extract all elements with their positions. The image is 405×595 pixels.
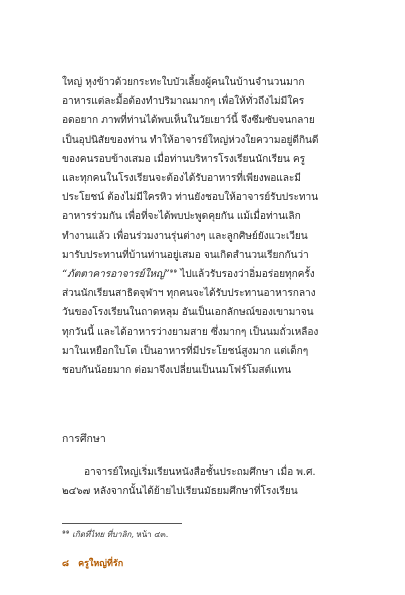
paragraph-main <box>62 73 352 380</box>
text-line: ของคนรอบข้างเสมอ เมื่อท่านบริหารโรงเรียนนักเรียน ครู <box>62 153 305 165</box>
text-line: มารับประทานที่บ้านท่านอยู่เสมอ จนเกิดสำนวนเรียกกันว่า <box>62 249 309 261</box>
quote-rest: ไปแล้วรับรองว่าอิ่มอร่อยทุกครั้ง <box>177 269 315 281</box>
footnote-source: เกิดที่ไทย ที่บาลิก, <box>72 530 134 539</box>
text-line: เป็นอุปนิสัยของท่าน ทำให้อาจารย์ใหญ่ห่วงใยความอยู่ดีกินดี <box>62 134 319 146</box>
paragraph-education <box>62 463 352 501</box>
footnote-page: หน้า ๔๓. <box>133 530 169 539</box>
footnote <box>62 529 168 541</box>
text-line: ใหญ่ หุงข้าวด้วยกระทะใบบัวเลี้ยงผู้คนในบ้านจำนวนมาก <box>62 77 305 88</box>
page-footer <box>62 556 129 570</box>
text-line: ชอบกันน้อยมาก ต่อมาจึงเปลี่ยนเป็นนมโฟร์โมสต์แทน <box>62 365 291 377</box>
book-title: ครูใหญ่ที่รัก <box>78 559 124 569</box>
text-line: ๒๔๖๗ หลังจากนั้นได้ย้ายไปเรียนมัธยมศึกษาที่โรงเรียน <box>62 486 298 498</box>
footnote-divider <box>62 523 182 524</box>
section-heading: การศึกษา <box>62 433 106 445</box>
page-number: ๘ <box>62 559 69 569</box>
text-line: อาหารร่วมกัน เพื่อที่จะได้พบปะพูดคุยกัน แม้เมื่อท่านเลิก <box>62 211 301 223</box>
text-line: และทุกคนในโรงเรียนจะต้องได้รับอาหารที่เพียงพอและมี <box>62 173 301 185</box>
quote-italic: “ภัตตาคารอาจารย์ใหญ่” <box>62 269 170 281</box>
text-line: ส่วนนักเรียนสาธิตจุฬาฯ ทุกคนจะได้รับประทานอาหารกลาง <box>62 288 316 300</box>
footnote-mark: ๑๑ <box>62 528 70 536</box>
text-line: ประโยชน์ ต้องไม่มีใครหิว ท่านยังชอบให้อาจารย์รับประทาน <box>62 192 319 204</box>
text-line: อดอยาก ภาพที่ท่านได้พบเห็นในวัยเยาว์นี้ จึงซึมซับจนกลาย <box>62 115 315 127</box>
text-line: วันของโรงเรียนในถาดหลุม อันเป็นเอกลักษณ์ของเขามาจน <box>62 307 314 319</box>
quote-line <box>62 265 352 284</box>
text-line: อาจารย์ใหญ่เริ่มเรียนหนังสือชั้นประถมศึกษา เมื่อ พ.ศ. <box>84 467 316 478</box>
text-line: มาในเหยือกใบโต เป็นอาหารที่มีประโยชน์สูงมาก แต่เด็กๆ <box>62 345 309 357</box>
text-line: อาหารแต่ละมื้อต้องทำปริมาณมากๆ เพื่อให้ทั่วถึงไม่มีใคร <box>62 96 305 108</box>
footnote-reference: ๑๑ <box>169 267 178 275</box>
text-line: ทุกวันนี้ และได้อาหารว่างยามสาย ซึ่งมากๆ เป็นนมถั่วเหลือง <box>62 326 319 338</box>
text-line: ทำงานแล้ว เพื่อนร่วมงานรุ่นต่างๆ และลูกศิษย์ยังแวะเวียน <box>62 230 308 242</box>
